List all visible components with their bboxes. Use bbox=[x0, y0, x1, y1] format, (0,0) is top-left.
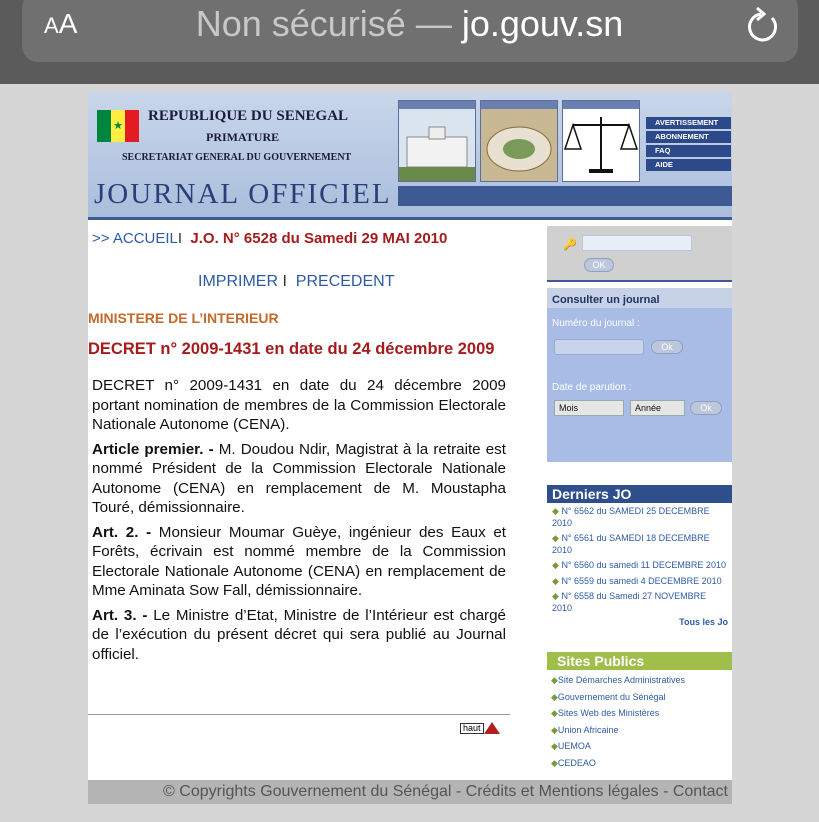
latest-item[interactable]: ◆ N° 6558 du Samedi 27 NOVEMBRE 2010 bbox=[552, 591, 707, 613]
ministry-heading: MINISTERE DE L’INTERIEUR bbox=[88, 310, 279, 326]
url-display[interactable] bbox=[0, 3, 819, 45]
previous-link[interactable]: PRECEDENT bbox=[295, 273, 395, 290]
secretariat-label: SECRETARIAT GENERAL DU GOUVERNEMENT bbox=[122, 152, 352, 163]
site-footer: © Copyrights Gouvernement du Sénégal - Crédits et Mentions légales - Contact bbox=[88, 780, 732, 804]
article-head: Art. 3. - bbox=[92, 606, 148, 624]
search-ok-button[interactable]: OK bbox=[584, 258, 614, 272]
flag-green-stripe bbox=[97, 110, 111, 142]
journal-number-input[interactable] bbox=[554, 339, 644, 355]
back-to-top-button[interactable] bbox=[460, 722, 500, 734]
home-link[interactable]: ACCUEIL bbox=[112, 230, 178, 247]
menu-item-avertissement[interactable]: AVERTISSEMENT bbox=[646, 117, 731, 129]
site-banner bbox=[88, 92, 732, 220]
search-input[interactable] bbox=[582, 235, 692, 251]
bullet-icon: ◆ bbox=[551, 708, 558, 718]
site-link[interactable]: ◆Site Démarches Administratives bbox=[551, 675, 685, 685]
article-head: Art. 2. - bbox=[92, 523, 152, 541]
number-ok-button[interactable]: Ok bbox=[651, 340, 683, 354]
divider bbox=[88, 714, 510, 715]
print-link[interactable]: IMPRIMER bbox=[198, 273, 278, 290]
article-text: Le Ministre d’Etat, Ministre de l’Intérieur est chargé de l’exécution du présent décret qui sera publié au Journal officiel. bbox=[92, 606, 506, 663]
bullet-icon: ◆ bbox=[551, 741, 558, 751]
reload-icon[interactable] bbox=[742, 4, 782, 48]
arrow-up-icon bbox=[484, 722, 500, 734]
sites-title: Sites Publics bbox=[547, 652, 732, 670]
republic-label: REPUBLIQUE DU SENEGAL bbox=[148, 108, 349, 124]
article-intro: DECRET n° 2009-1431 en date du 24 décembre 2009 portant nomination de membres de la Commission Electorale Nationale Autonome (CENA). bbox=[92, 377, 506, 433]
article-paragraph bbox=[92, 523, 506, 601]
browser-toolbar bbox=[0, 0, 819, 84]
latest-title: Derniers JO bbox=[547, 485, 732, 503]
latest-item[interactable]: ◆ N° 6562 du SAMEDI 25 DECEMBRE 2010 bbox=[552, 506, 710, 528]
article-text: Monsieur Moumar Guèye, ingénieur des Eaux et Forêts, écrivain est nommé membre de la Commission Electorale Nationale Autonome (CENA) en remplacement de Mme Aminata Sow Fall, démissionnaire. bbox=[92, 523, 506, 599]
article-text: M. Doudou Ndir, Magistrat à la retraite est nommé Président de la Commission Electorale Nationale Autonome (CENA) en remplacement de M. Moustapha Touré, démissionnaire. bbox=[92, 440, 506, 516]
banner-band bbox=[398, 186, 732, 206]
palace-image bbox=[398, 100, 476, 182]
flag-yellow-stripe: ★ bbox=[111, 110, 125, 142]
site-link[interactable]: ◆Gouvernement du Sénégal bbox=[551, 691, 666, 702]
bullet-icon: ◆ bbox=[552, 591, 559, 601]
scales-image bbox=[562, 100, 640, 182]
menu-item-aide[interactable]: AIDE bbox=[646, 159, 731, 171]
article-body bbox=[92, 376, 506, 669]
search-panel bbox=[547, 226, 732, 282]
site-link[interactable]: ◆Union Africaine bbox=[551, 724, 619, 735]
bullet-icon: ◆ bbox=[552, 506, 559, 516]
bullet-icon: ◆ bbox=[551, 675, 558, 685]
date-ok-button[interactable]: Ok bbox=[690, 401, 722, 415]
journal-number-label: Numéro du journal : bbox=[552, 318, 640, 329]
consult-journal-panel bbox=[547, 288, 732, 462]
key-icon: 🔑 bbox=[563, 239, 577, 251]
bullet-icon: ◆ bbox=[551, 724, 558, 735]
issue-title: J.O. N° 6528 du Samedi 29 MAI 2010 bbox=[190, 230, 448, 247]
public-sites-panel bbox=[547, 652, 732, 774]
breadcrumb bbox=[92, 230, 447, 247]
text-size-button[interactable]: AA bbox=[44, 8, 78, 39]
flag-red-stripe bbox=[125, 110, 139, 142]
latest-item[interactable]: ◆ N° 6561 du SAMEDI 18 DECEMBRE 2010 bbox=[552, 533, 710, 555]
consult-title: Consulter un journal bbox=[547, 288, 732, 308]
bullet-icon: ◆ bbox=[552, 575, 559, 586]
latest-journals-panel bbox=[547, 485, 732, 627]
primature-label: PRIMATURE bbox=[206, 130, 280, 144]
all-journals-link[interactable]: Tous les Jo bbox=[679, 617, 728, 627]
domain-label: jo.gouv.sn bbox=[461, 3, 624, 44]
latest-item[interactable]: ◆ N° 6560 du samedi 11 DECEMBRE 2010 bbox=[552, 560, 726, 570]
bullet-icon: ◆ bbox=[551, 691, 558, 702]
journal-title: JOURNAL OFFICIEL bbox=[94, 178, 392, 210]
site-link[interactable]: ◆CEDEAO bbox=[551, 757, 596, 768]
article-actions bbox=[198, 273, 394, 291]
article-head: Article premier. - bbox=[92, 440, 214, 458]
latest-item[interactable]: ◆ N° 6559 du samedi 4 DECEMBRE 2010 bbox=[552, 575, 722, 586]
bullet-icon: ◆ bbox=[552, 533, 559, 543]
latest-list bbox=[547, 503, 732, 614]
decree-title: DECRET n° 2009-1431 en date du 24 décembre 2009 bbox=[88, 340, 495, 358]
bullet-icon: ◆ bbox=[552, 560, 559, 570]
menu-item-abonnement[interactable]: ABONNEMENT bbox=[646, 131, 731, 143]
date-label: Date de parution : bbox=[552, 382, 632, 393]
sites-list bbox=[547, 670, 732, 769]
year-select[interactable]: Année bbox=[630, 400, 685, 416]
assembly-image bbox=[480, 100, 558, 182]
site-link[interactable]: ◆Sites Web des Ministères bbox=[551, 708, 660, 718]
senegal-flag-icon bbox=[97, 110, 139, 142]
security-label: Non sécurisé — bbox=[195, 3, 452, 44]
breadcrumb-separator: I bbox=[177, 230, 183, 247]
bullet-icon: ◆ bbox=[551, 757, 558, 768]
site-link[interactable]: ◆UEMOA bbox=[551, 741, 591, 751]
journal-page bbox=[88, 92, 732, 804]
article-paragraph bbox=[92, 440, 506, 518]
breadcrumb-prefix: >> bbox=[92, 230, 110, 247]
article-paragraph bbox=[92, 606, 506, 665]
banner-menu bbox=[646, 117, 731, 173]
actions-separator: I bbox=[282, 273, 287, 290]
month-select[interactable]: Mois bbox=[554, 400, 624, 416]
back-to-top-label: haut bbox=[460, 723, 484, 734]
menu-item-faq[interactable]: FAQ bbox=[646, 145, 731, 157]
